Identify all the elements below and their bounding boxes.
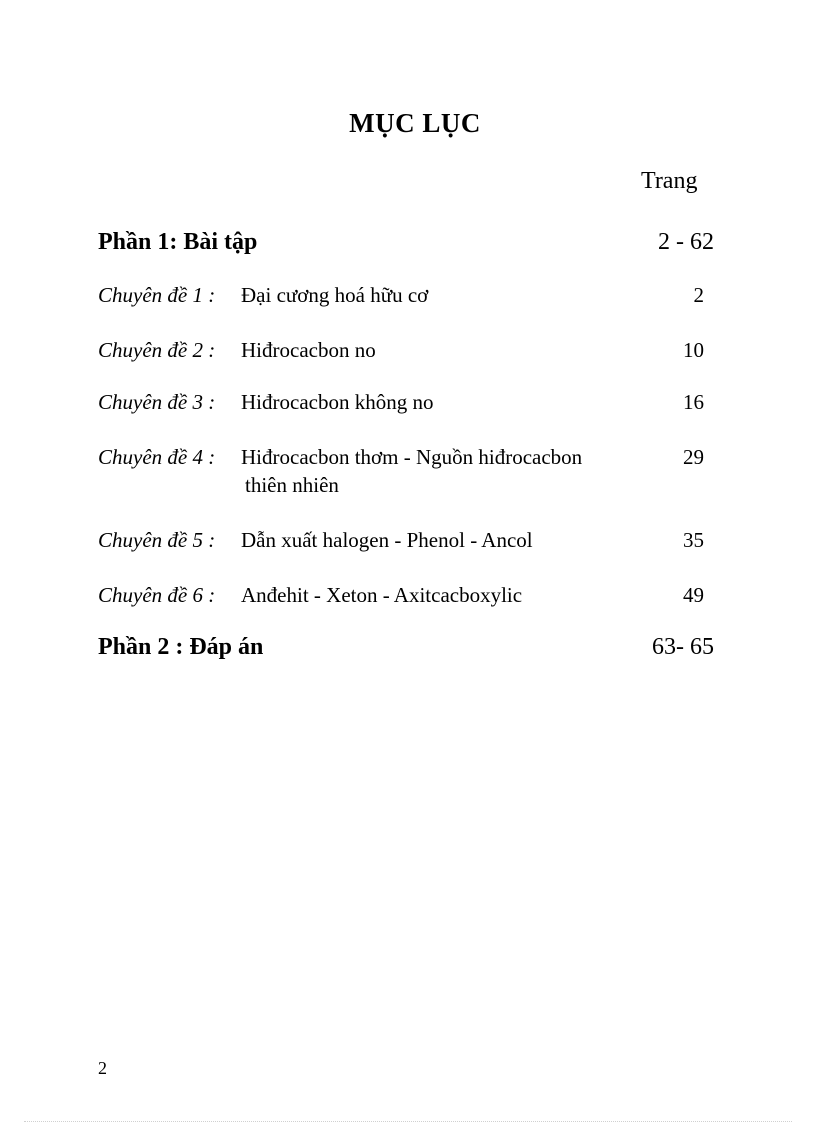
chapter-title-continuation: thiên nhiên: [245, 473, 339, 497]
page-column-label: Trang: [641, 168, 698, 194]
part-pages: 63- 65: [652, 634, 714, 660]
chapter-prefix: Chuyên đề 4 :: [98, 445, 216, 469]
chapter-prefix: Chuyên đề 3 :: [98, 390, 216, 414]
toc-part-1: [98, 229, 714, 261]
chapter-title: Hiđrocacbon no: [241, 338, 376, 362]
chapter-page: 10: [683, 338, 704, 362]
chapter-prefix: Chuyên đề 1 :: [98, 283, 216, 307]
footer-page-number: 2: [98, 1058, 107, 1078]
part-label: Phần 1: Bài tập: [98, 229, 258, 255]
chapter-title: Dẫn xuất halogen - Phenol - Ancol: [241, 528, 533, 552]
chapter-page: 16: [683, 390, 704, 414]
chapter-title: Hiđrocacbon không no: [241, 390, 434, 414]
chapter-prefix: Chuyên đề 2 :: [98, 338, 216, 362]
page-bottom-edge: [24, 1121, 792, 1122]
chapter-page: 49: [683, 583, 704, 607]
chapter-page: 2: [693, 283, 704, 307]
chapter-page: 35: [683, 528, 704, 552]
toc-part-2: [98, 634, 714, 666]
chapter-prefix: Chuyên đề 6 :: [98, 583, 216, 607]
chapter-page: 29: [683, 445, 704, 469]
part-label: Phần 2 : Đáp án: [98, 634, 264, 660]
chapter-title: Anđehit - Xeton - Axitcacboxylic: [241, 583, 523, 607]
chapter-title: Hiđrocacbon thơm - Nguồn hiđrocacbon: [241, 445, 583, 469]
page-title: MỤC LỤC: [349, 108, 481, 138]
chapter-prefix: Chuyên đề 5 :: [98, 528, 216, 552]
part-pages: 2 - 62: [658, 229, 714, 255]
chapter-title: Đại cương hoá hữu cơ: [241, 283, 429, 307]
